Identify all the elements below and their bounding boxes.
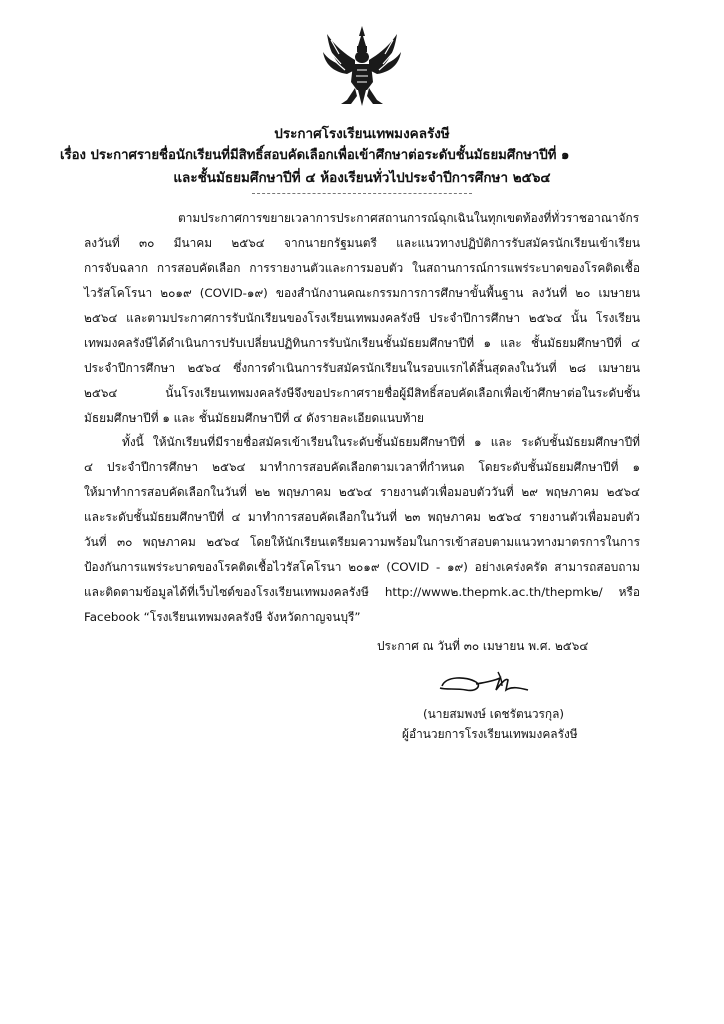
body-line: ไวรัสโคโรนา ๒๐๑๙ (COVID-๑๙) ของสำนักงานคณะกรรมการการศึกษาขั้นพื้นฐาน ลงวันที่ ๒๐ เมษายน	[84, 286, 640, 300]
announcement-subject: เรื่อง ประกาศรายชื่อนักเรียนที่มีสิทธิ์สอบคัดเลือกเพื่อเข้าศึกษาต่อระดับชั้นมัธยมศึกษาปีที่ ๑	[60, 148, 570, 163]
announcement-title: ประกาศโรงเรียนเทพมงคลรังษี	[274, 126, 450, 142]
body-line: การจับฉลาก การสอบคัดเลือก การรายงานตัวและการมอบตัว ในสถานการณ์การแพร่ระบาดของโรคติดเชื้อ	[84, 261, 640, 275]
body-line: ให้มาทำการสอบคัดเลือกในวันที่ ๒๒ พฤษภาคม ๒๕๖๔ รายงานตัวเพื่อมอบตัววันที่ ๒๙ พฤษภาคม ๒๕๖๔	[84, 485, 640, 499]
body-line: ๔ ประจำปีการศึกษา ๒๕๖๔ มาทำการสอบคัดเลือกตามเวลาที่กำหนด โดยระดับชั้นมัธยมศึกษาปีที่ ๑	[84, 460, 640, 474]
body-line: ลงวันที่ ๓๐ มีนาคม ๒๕๖๔ จากนายกรัฐมนตรี และแนวทางปฏิบัติการรับสมัครนักเรียนเข้าเรียน	[84, 236, 640, 250]
body-line: และติดตามข้อมูลได้ที่เว็บไซต์ของโรงเรียนเทพมงคลรังษี http://www๒.thepmk.ac.th/thepmk๒/ หรือ	[84, 585, 640, 599]
body-line: ๒๕๖๔ นั้นโรงเรียนเทพมงคลรังษีจึงขอประกาศรายชื่อผู้มีสิทธิ์สอบคัดเลือกเพื่อเข้าศึกษาต่อในระดับชั้น	[84, 386, 640, 400]
announcement-subject-cont: และชั้นมัธยมศึกษาปีที่ ๔ ห้องเรียนทั่วไปประจำปีการศึกษา ๒๕๖๔	[173, 170, 551, 186]
body-line: ทั้งนี้ ให้นักเรียนที่มีรายชื่อสมัครเข้าเรียนในระดับชั้นมัธยมศึกษาปีที่ ๑ และ ระดับชั้นมัธยมศึกษาปีที่	[122, 435, 640, 449]
body-line: ประจำปีการศึกษา ๒๕๖๔ ซึ่งการดำเนินการรับสมัครนักเรียนในรอบแรกได้สิ้นสุดลงในวันที่ ๒๘ เมษายน	[84, 361, 640, 375]
body-line: เทพมงคลรังษีได้ดำเนินการปรับเปลี่ยนปฏิทินการรับนักเรียนชั้นมัธยมศึกษาปีที่ ๑ และ ชั้นมัธยมศึกษาปีที่ ๔	[84, 336, 640, 350]
body-line: วันที่ ๓๐ พฤษภาคม ๒๕๖๔ โดยให้นักเรียนเตรียมความพร้อมในการเข้าสอบตามแนวทางมาตรการในการ	[84, 535, 640, 549]
signatory-name: (นายสมพงษ์ เดชรัตนวรกุล)	[423, 707, 565, 721]
body-line: ป้องกันการแพร่ระบาดของโรคติดเชื้อไวรัสโคโรนา ๒๐๑๙ (COVID - ๑๙) อย่างเคร่งครัด สามารถสอบถาม	[84, 560, 640, 574]
announcement-date: ประกาศ ณ วันที่ ๓๐ เมษายน พ.ศ. ๒๕๖๔	[377, 639, 589, 653]
body-line: Facebook “โรงเรียนเทพมงคลรังษี จังหวัดกาญจนบุรี”	[84, 610, 361, 624]
body-line: และระดับชั้นมัธยมศึกษาปีที่ ๔ มาทำการสอบคัดเลือกในวันที่ ๒๓ พฤษภาคม ๒๕๖๔ รายงานตัวเพื่อมอบตัว	[84, 510, 640, 524]
handwritten-signature-icon	[436, 668, 532, 700]
garuda-emblem-icon	[317, 24, 407, 108]
body-line: มัธยมศึกษาปีที่ ๑ และ ชั้นมัธยมศึกษาปีที่ ๔ ดังรายละเอียดแนบท้าย	[84, 411, 425, 425]
title-divider	[252, 193, 472, 194]
body-line: ตามประกาศการขยายเวลาการประกาศสถานการณ์ฉุกเฉินในทุกเขตท้องที่ทั่วราชอาณาจักร	[178, 211, 640, 225]
body-line: ๒๕๖๔ และตามประกาศการรับนักเรียนของโรงเรียนเทพมงคลรังษี ประจำปีการศึกษา ๒๕๖๔ นั้น โรงเรียน	[84, 311, 640, 325]
signatory-position: ผู้อำนวยการโรงเรียนเทพมงคลรังษี	[402, 727, 578, 741]
